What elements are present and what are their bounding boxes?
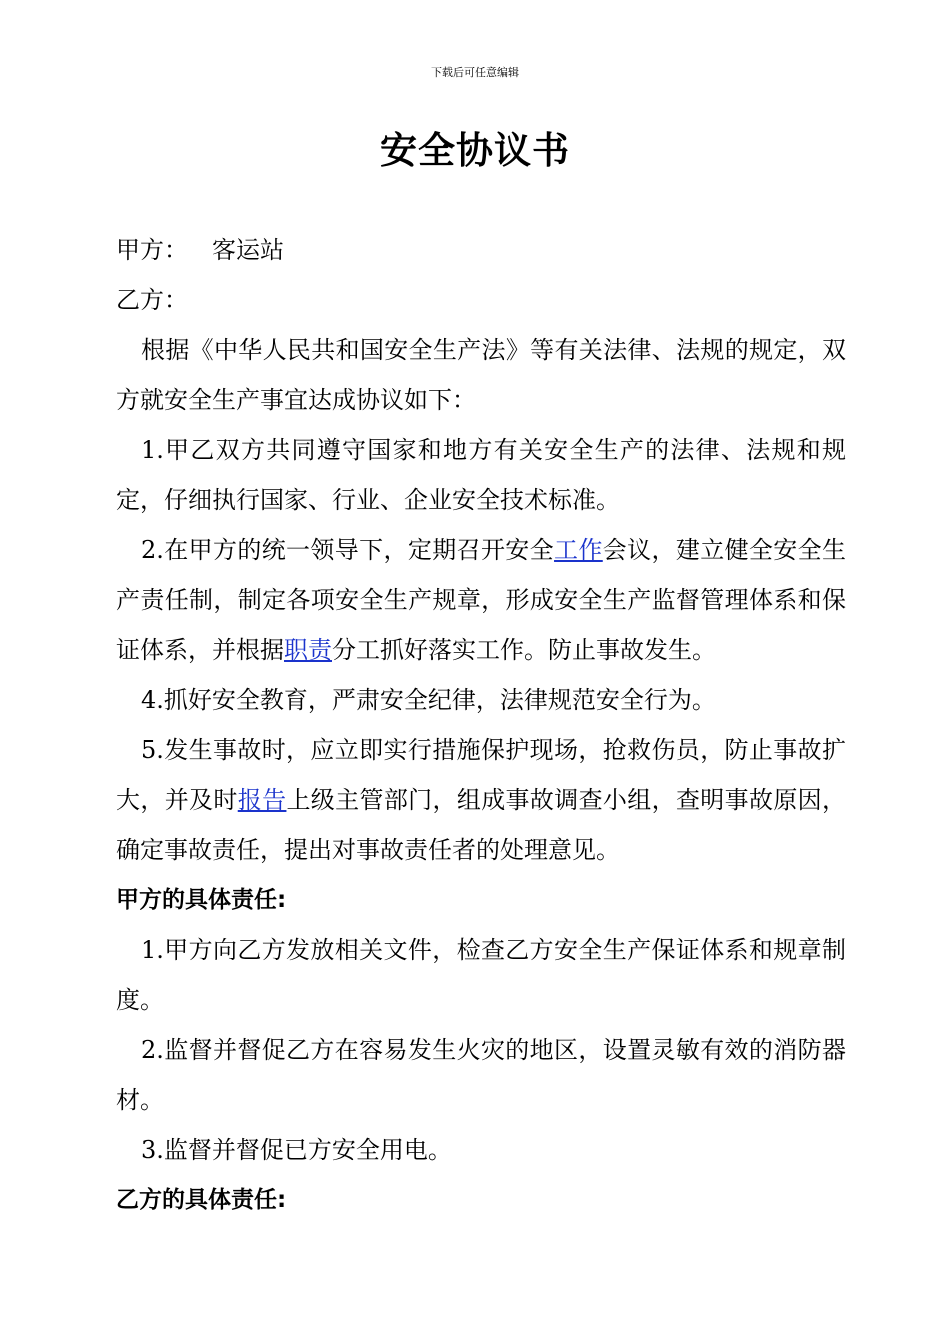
clause-2-text-1: 2.在甲方的统一领导下，定期召开安全: [141, 536, 555, 564]
link-duty[interactable]: 职责: [284, 636, 332, 664]
header-note: 下载后可任意编辑: [431, 66, 519, 79]
section-b-heading: 乙方的具体责任:: [116, 1187, 287, 1213]
link-report[interactable]: 报告: [237, 786, 287, 814]
clause-1: 1.甲乙双方共同遵守国家和地方有关安全生产的法律、法规和规定，仔细执行国家、行业、企业安全技术标准。: [116, 436, 846, 514]
document-body: [116, 225, 846, 1225]
document-title: 安全协议书: [380, 128, 570, 172]
party-b-line: [116, 275, 846, 325]
clause-2-text-3: 分工抓好落实工作。防止事故发生。: [332, 636, 716, 664]
clause-5-text-2: 上级主管部门，组成事故调查小组，查明事故原因，确定事故责任，提出对事故责任者的处理意见。: [116, 786, 847, 864]
clause-2: [116, 525, 846, 675]
party-a-value: 客运站: [212, 236, 284, 264]
clause-2-text-2: 会议，建立健全安全生产责任制，制定各项安全生产规章，形成安全生产监督管理体系和保证体系，并根据: [116, 536, 847, 664]
section-a-item: 2.监督并督促乙方在容易发生火灾的地区，设置灵敏有效的消防器材。: [116, 1036, 846, 1114]
section-a-item: 1.甲方向乙方发放相关文件，检查乙方安全生产保证体系和规章制度。: [116, 936, 846, 1014]
party-b-label: 乙方：: [116, 286, 188, 314]
section-a-heading: 甲方的具体责任:: [116, 887, 287, 913]
intro-paragraph: 根据《中华人民共和国安全生产法》等有关法律、法规的规定，双方就安全生产事宜达成协议如下：: [116, 336, 846, 414]
link-work[interactable]: 工作: [554, 536, 603, 564]
clause-4: 4.抓好安全教育，严肃安全纪律，法律规范安全行为。: [141, 686, 716, 714]
section-a-item: 3.监督并督促已方安全用电。: [141, 1136, 452, 1164]
party-a-line: [116, 225, 846, 275]
clause-5-text-1: 5.发生事故时，应立即实行措施保护现场，抢救伤员，防止事故扩大，并及时: [116, 736, 846, 814]
party-a-label: 甲方：: [116, 236, 188, 264]
clause-5: [116, 725, 846, 875]
